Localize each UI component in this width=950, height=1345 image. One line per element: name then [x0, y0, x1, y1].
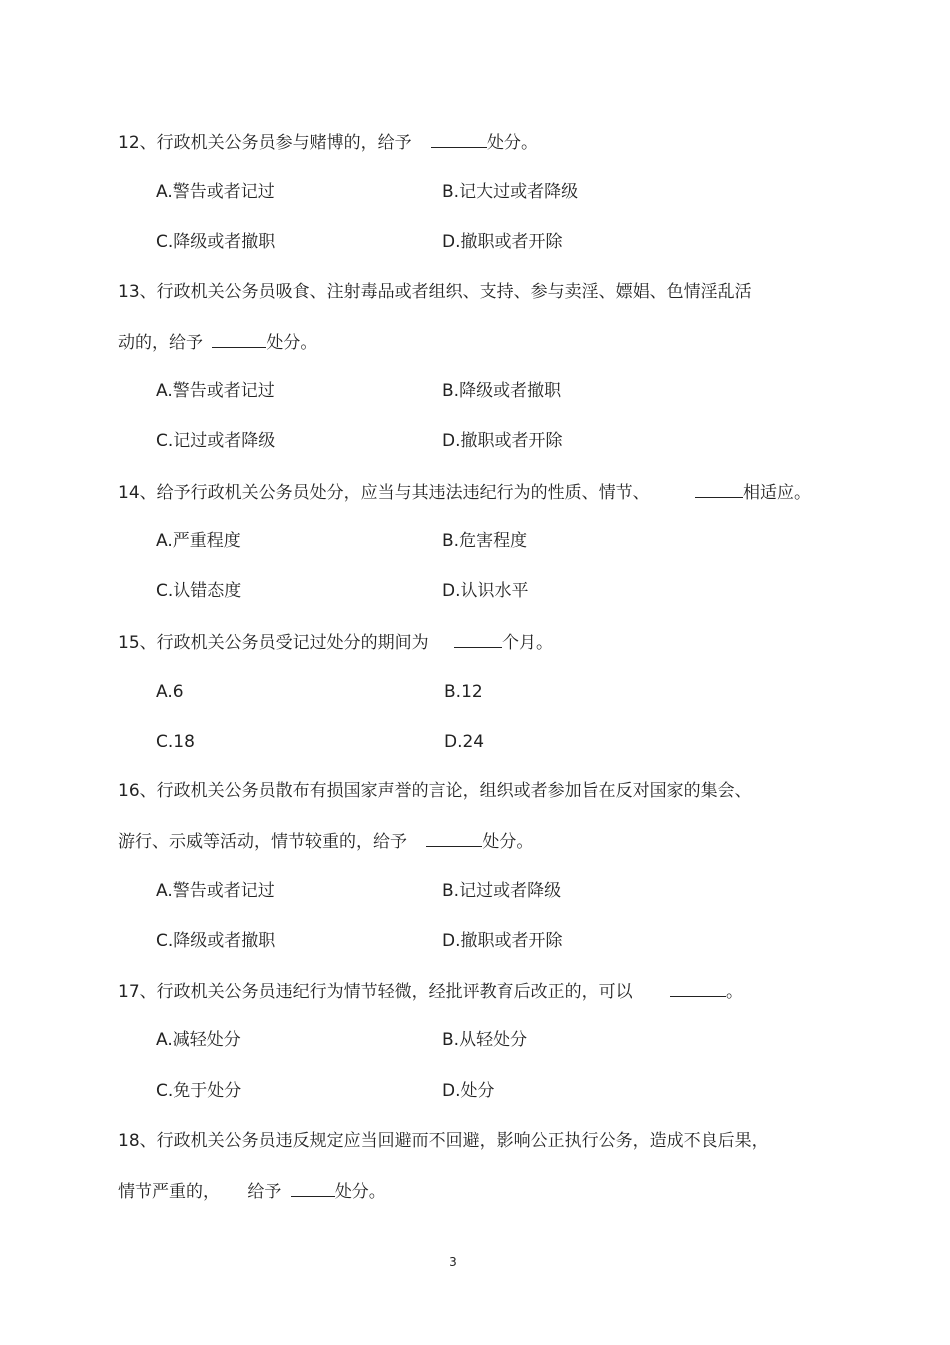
question-text: 14、给予行政机关公务员处分，应当与其违法违纪行为的性质、情节、 [118, 483, 650, 503]
question-text: 情节严重的， [118, 1182, 220, 1202]
option-d: D.处分 [442, 1081, 495, 1101]
option-a: A.警告或者记过 [156, 182, 275, 202]
option-a: A.警告或者记过 [156, 381, 275, 401]
question-13-line-2 [118, 331, 317, 354]
question-text: 相适应。 [743, 483, 812, 503]
option-b: B.记过或者降级 [442, 881, 562, 901]
option-d: D.撤职或者开除 [442, 931, 563, 951]
question-text: 处分。 [487, 133, 539, 153]
option-b: B.从轻处分 [442, 1030, 528, 1050]
answer-blank [426, 830, 482, 847]
question-15-line-1 [118, 631, 553, 654]
question-text: 游行、示威等活动，情节较重的，给予 [118, 832, 407, 852]
question-12-line-1 [118, 131, 538, 154]
option-d: D.撤职或者开除 [442, 232, 563, 252]
question-18-line-1: 18、行政机关公务员违反规定应当回避而不回避，影响公正执行公务，造成不良后果， [118, 1131, 769, 1151]
option-a: A.减轻处分 [156, 1030, 241, 1050]
option-b: B.12 [444, 682, 483, 702]
option-d: D.撤职或者开除 [442, 431, 563, 451]
question-text: 。 [726, 982, 744, 1002]
question-text: 给予 [247, 1182, 282, 1202]
option-a: A.6 [156, 682, 184, 702]
option-c: C.免于处分 [156, 1081, 242, 1101]
option-b: B.记大过或者降级 [442, 182, 579, 202]
option-c: C.认错态度 [156, 581, 242, 601]
option-b: B.降级或者撤职 [442, 381, 562, 401]
question-text: 动的，给予 [118, 333, 203, 353]
question-13-line-1: 13、行政机关公务员吸食、注射毒品或者组织、支持、参与卖淫、嫖娼、色情淫乱活 [118, 282, 752, 302]
question-17-line-1 [118, 980, 743, 1003]
answer-blank [431, 131, 487, 148]
answer-blank [291, 1180, 335, 1197]
question-text: 12、行政机关公务员参与赌博的，给予 [118, 133, 412, 153]
question-text: 15、行政机关公务员受记过处分的期间为 [118, 633, 429, 653]
option-d: D.24 [444, 732, 485, 752]
page-number: 3 [449, 1255, 457, 1269]
option-d: D.认识水平 [442, 581, 529, 601]
question-16-line-2 [118, 830, 533, 853]
option-a: A.严重程度 [156, 531, 241, 551]
answer-blank [212, 331, 266, 348]
question-16-line-1: 16、行政机关公务员散布有损国家声誉的言论，组织或者参加旨在反对国家的集会、 [118, 781, 752, 801]
option-c: C.记过或者降级 [156, 431, 276, 451]
answer-blank [695, 481, 743, 498]
option-c: C.降级或者撤职 [156, 931, 276, 951]
question-18-line-2 [118, 1180, 386, 1203]
option-c: C.18 [156, 732, 195, 752]
answer-blank [670, 980, 726, 997]
question-text: 处分。 [334, 1182, 386, 1202]
answer-blank [454, 631, 502, 648]
option-b: B.危害程度 [442, 531, 528, 551]
option-a: A.警告或者记过 [156, 881, 275, 901]
question-text: 处分。 [266, 333, 318, 353]
option-c: C.降级或者撤职 [156, 232, 276, 252]
question-text: 17、行政机关公务员违纪行为情节轻微，经批评教育后改正的，可以 [118, 982, 633, 1002]
question-text: 个月。 [502, 633, 554, 653]
question-text: 处分。 [482, 832, 534, 852]
question-14-line-1 [118, 481, 811, 504]
